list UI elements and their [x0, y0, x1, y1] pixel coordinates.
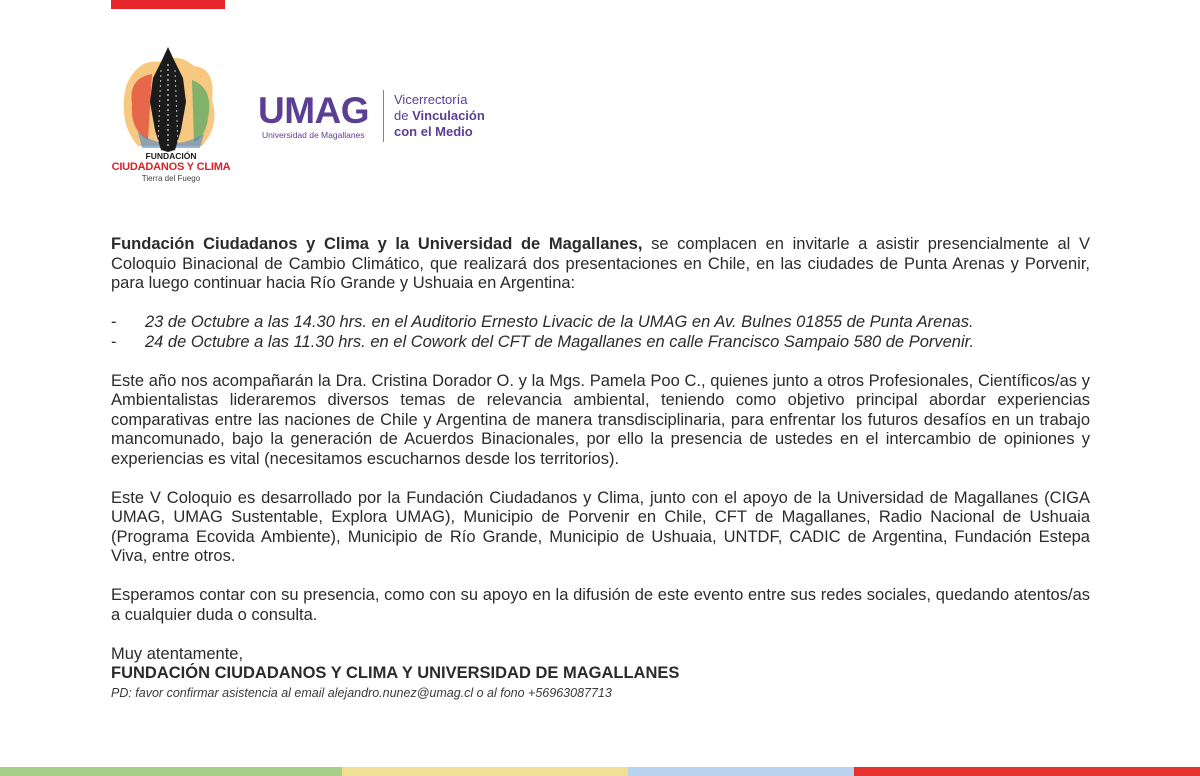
signature: FUNDACIÓN CIUDADANOS Y CLIMA Y UNIVERSIDAD DE MAGALLANES: [111, 664, 680, 682]
fundacion-wordmark: [108, 152, 234, 183]
vice-line-2-prefix: de: [394, 108, 413, 123]
closing-salutation: Muy atentamente,: [111, 644, 244, 663]
top-accent-bar: [111, 0, 225, 9]
tierra-del-fuego-label: Tierra del Fuego: [141, 173, 201, 183]
intro-bold: Fundación Ciudadanos y Clima y la Universidad de Magallanes,: [111, 235, 643, 253]
event-text: 23 de Octubre a las 14.30 hrs. en el Auditorio Ernesto Livacic de la UMAG en Av. Bulnes 01855 de Punta Arenas.: [145, 313, 974, 331]
fundacion-label: FUNDACIÓN: [145, 151, 197, 161]
vice-line-2-bold: Vinculación: [412, 108, 485, 123]
umag-wordmark: UMAG: [258, 90, 370, 131]
invitation-letter: [111, 235, 1090, 703]
bottom-bar-red: [854, 767, 1200, 776]
intro-paragraph: [111, 235, 1090, 294]
vice-line-3: con el Medio: [394, 124, 473, 139]
organizers-paragraph: Este V Coloquio es desarrollado por la Fundación Ciudadanos y Clima, junto con el apoyo de la Universidad de Magallanes (CIGA UMAG, UMAG Sustentable, Explora UMAG), Municipio de Porvenir en Chile, CFT de Magallanes, Radio Nacional de Ushuaia (Programa Ecovida Ambiente), Municipio de Río Grande, Municipio de Ushuaia, UNTDF, CADIC de Argentina, Fundación Estepa Viva, entre otros.: [111, 488, 1090, 565]
umag-subtitle: Universidad de Magallanes: [262, 130, 365, 140]
bottom-bar-yellow: [342, 767, 628, 776]
logo-divider: [383, 90, 384, 142]
intro-text: se complacen en invitarle a asistir presencialmente al V Coloquio Binacional de Cambio Climático, que realizará dos presentaciones en Chile, en las ciudades de Punta Arenas y Porvenir, para luego continuar hacia Río Grande y Ushuaia en Argentina:: [111, 235, 1090, 292]
closing-paragraph: Esperamos contar con su presencia, como con su apoyo en la difusión de este evento entre sus redes sociales, quedando atentos/as a cualquier duda o consulta.: [111, 586, 1090, 624]
bottom-bar-green: [0, 767, 342, 776]
ciudadanos-y-clima-label: CIUDADANOS Y CLIMA: [111, 160, 231, 173]
postscript: PD: favor confirmar asistencia al email alejandro.nunez@umag.cl o al fono +56963087713: [111, 685, 612, 700]
bullet-dash: -: [111, 332, 117, 351]
event-item: [111, 333, 1090, 353]
vicerrectoria-label: [394, 92, 485, 140]
speakers-paragraph: Este año nos acompañarán la Dra. Cristina Dorador O. y la Mgs. Pamela Poo C., quienes junto a otros Profesionales, Científicos/as y Ambientalistas lideraremos diversos temas de relevancia ambiental, teniendo como objetivo principal abordar experiencias comparativas entre las naciones de Chile y Argentina de manera transdisciplinaria, para enfrentar los futuros desafíos en un trabajo mancomunado, bajo la generación de Acuerdos Binacionales, por ello la presencia de ustedes en el intercambio de opiniones y experiencias es vital (necesitamos escucharnos desde los territorios).: [111, 371, 1090, 468]
event-text: 24 de Octubre a las 11.30 hrs. en el Cowork del CFT de Magallanes en calle Francisco Sampaio 580 de Porvenir.: [145, 332, 975, 351]
bottom-bar-blue: [628, 767, 854, 776]
event-item: [111, 313, 1090, 333]
bullet-dash: -: [111, 313, 117, 331]
vice-line-1: Vicerrectoría: [394, 92, 468, 107]
